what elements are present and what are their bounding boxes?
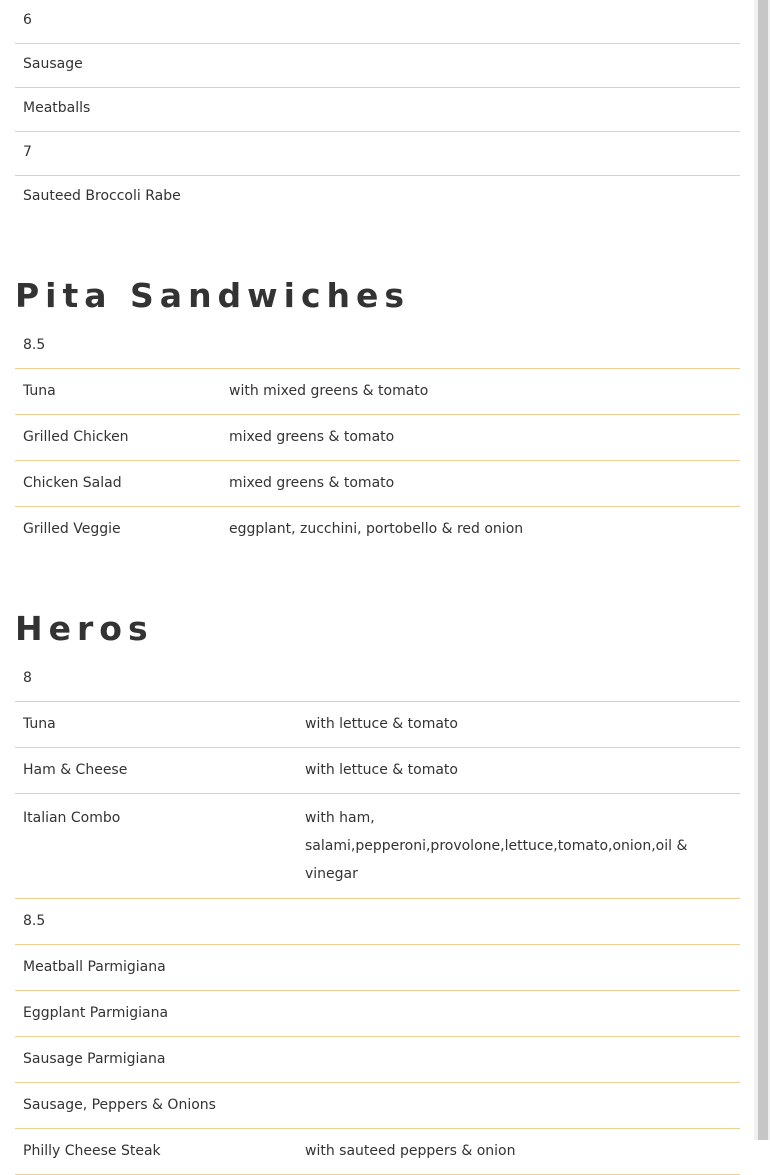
menu-content bbox=[15, 0, 740, 1175]
table-row bbox=[15, 747, 740, 793]
table-row bbox=[15, 701, 740, 747]
table-row bbox=[15, 460, 740, 506]
menu-item-name: Sausage, Peppers & Onions bbox=[15, 1082, 740, 1128]
table-row bbox=[15, 1082, 740, 1128]
menu-item-name: Grilled Veggie bbox=[23, 520, 121, 537]
table-row bbox=[15, 87, 740, 131]
price-label: 8 bbox=[15, 656, 740, 702]
section-title-pita: Pita Sandwiches bbox=[15, 275, 411, 315]
menu-item-desc: with ham, salami,pepperoni,provolone,lettuce,tomato,onion,oil & vinegar bbox=[297, 793, 740, 898]
price-label: 8.5 bbox=[15, 323, 740, 369]
table-row bbox=[15, 944, 740, 990]
menu-item-desc: eggplant, zucchini, portobello & red onion bbox=[229, 520, 524, 537]
table-row bbox=[15, 368, 740, 414]
menu-item-name: Tuna bbox=[15, 701, 297, 747]
table-row bbox=[15, 414, 740, 460]
table-row bbox=[15, 1128, 740, 1174]
menu-item-desc: mixed greens & tomato bbox=[221, 460, 740, 506]
table-row bbox=[15, 1036, 740, 1082]
menu-item-name: Philly Cheese Steak bbox=[15, 1128, 297, 1174]
menu-item-name: Grilled Chicken bbox=[15, 414, 221, 460]
table-row bbox=[15, 506, 740, 552]
table-row bbox=[15, 898, 740, 944]
menu-item-desc: with mixed greens & tomato bbox=[221, 368, 740, 414]
menu-item-name: Sauteed Broccoli Rabe bbox=[23, 187, 181, 204]
menu-table-top bbox=[15, 0, 740, 219]
section-title-heros: Heros bbox=[15, 608, 154, 648]
menu-item-name: Chicken Salad bbox=[15, 460, 221, 506]
scrollbar-thumb[interactable] bbox=[758, 0, 768, 1140]
table-row bbox=[15, 656, 740, 702]
menu-table-pita bbox=[15, 323, 740, 552]
menu-item-name: Eggplant Parmigiana bbox=[15, 990, 740, 1036]
menu-item-name: Sausage Parmigiana bbox=[15, 1036, 740, 1082]
table-row bbox=[15, 323, 740, 369]
table-row bbox=[15, 43, 740, 87]
menu-item-name: Tuna bbox=[15, 368, 221, 414]
menu-table-heros bbox=[15, 656, 740, 1175]
menu-item-desc: mixed greens & tomato bbox=[221, 414, 740, 460]
table-row bbox=[15, 990, 740, 1036]
menu-item-desc: with sauteed peppers & onion bbox=[297, 1128, 740, 1174]
menu-item-name: Sausage bbox=[15, 43, 740, 87]
table-row bbox=[15, 793, 740, 898]
menu-item-name: Italian Combo bbox=[15, 793, 297, 898]
price-label: 6 bbox=[15, 0, 740, 43]
menu-item-desc: with lettuce & tomato bbox=[297, 747, 740, 793]
scrollbar[interactable] bbox=[756, 0, 770, 1140]
menu-item-desc: with lettuce & tomato bbox=[297, 701, 740, 747]
menu-item-name: Meatball Parmigiana bbox=[15, 944, 740, 990]
price-label: 8.5 bbox=[15, 898, 740, 944]
price-label: 7 bbox=[15, 131, 740, 175]
table-row bbox=[15, 175, 740, 219]
table-row bbox=[15, 0, 740, 43]
menu-item-name: Ham & Cheese bbox=[15, 747, 297, 793]
menu-item-name: Meatballs bbox=[15, 87, 740, 131]
table-row bbox=[15, 131, 740, 175]
